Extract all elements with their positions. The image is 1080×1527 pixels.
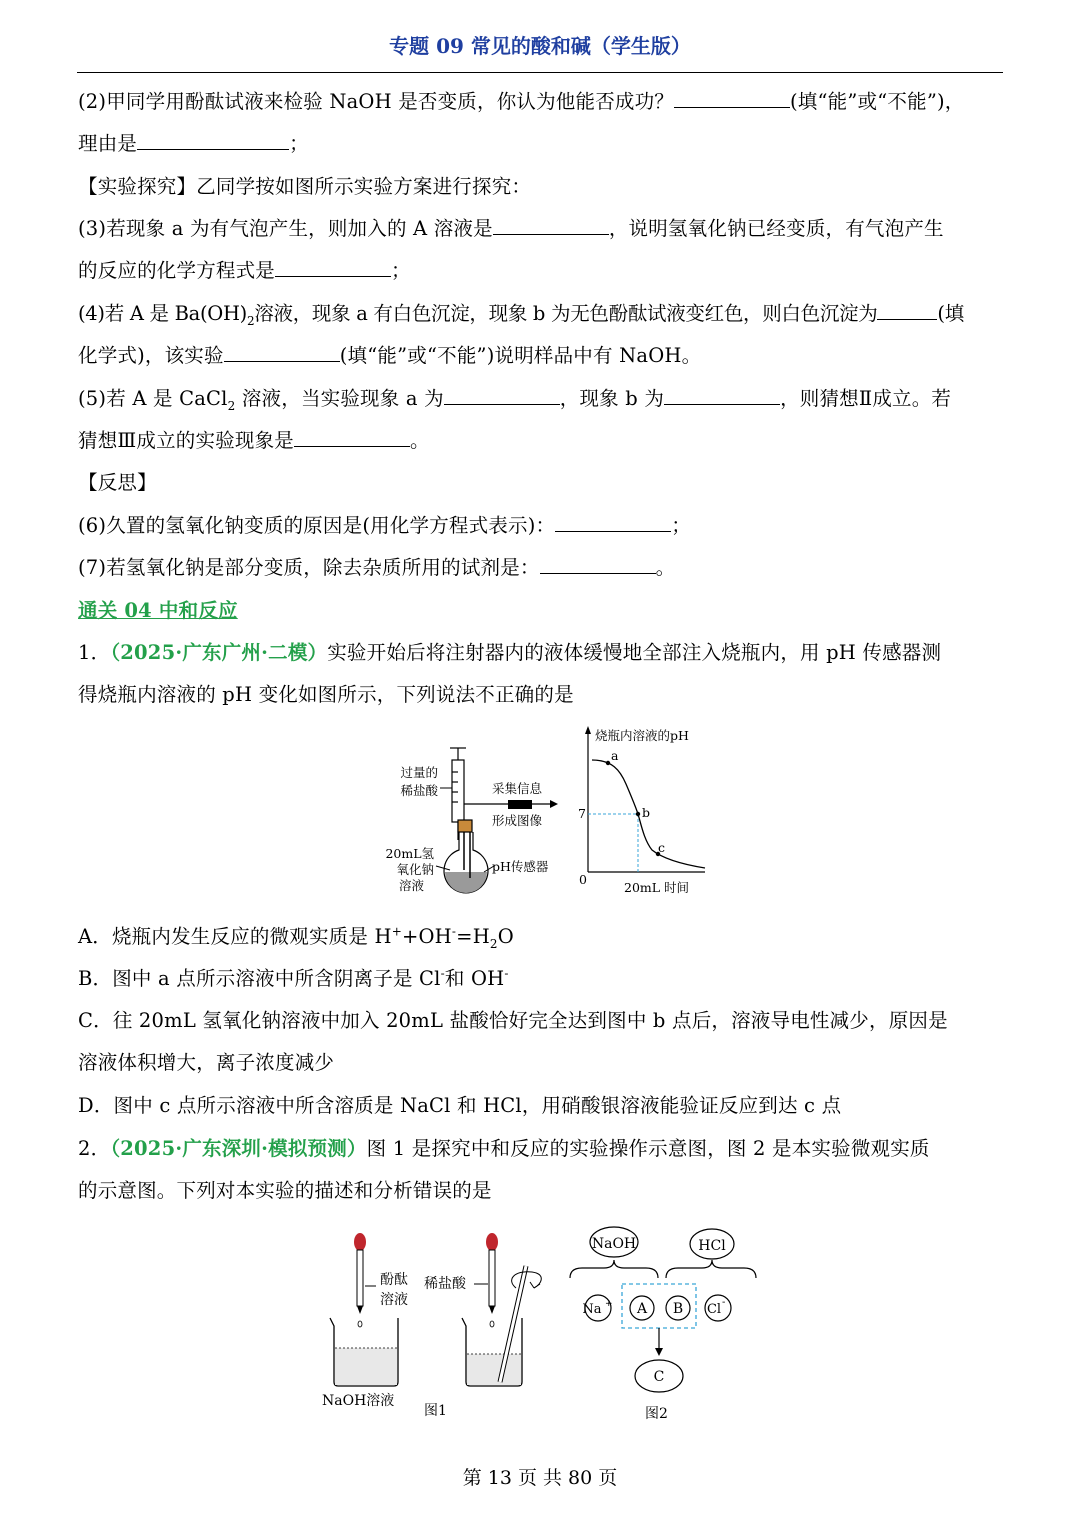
answer-blank[interactable] (674, 89, 790, 108)
cl-text: Cl (706, 1302, 722, 1317)
p1-source: （2025·广东广州·二模） (110, 641, 328, 664)
q3-text2: ，说明氢氧化钠已经变质，有气泡产生 (608, 217, 944, 240)
na-sup: + (605, 1299, 613, 1309)
label-a: a (611, 748, 619, 763)
acid-label-2: 稀盐酸 (400, 783, 438, 798)
p2-source: （2025·广东深圳·模拟预测） (110, 1137, 367, 1160)
b-text: B (672, 1301, 684, 1317)
q2-text: (2)甲同学用酚酞试液来检验 NaOH 是否变质，你认为他能否成功？ (78, 90, 674, 113)
p1-option-d: D．图中 c 点所示溶液中所含溶质是 NaCl 和 HCl，用硝酸银溶液能验证反应到达 c 点 (78, 1094, 842, 1117)
q4-line1 (78, 298, 964, 328)
q5-line1 (78, 383, 951, 413)
q3-line1 (78, 213, 944, 241)
q2-text2: (填“能”或“不能”)， (790, 90, 965, 113)
header-rule (77, 72, 1003, 73)
superscript: - (451, 924, 457, 939)
q7-text: (7)若氢氧化钠是部分变质，除去杂质所用的试剂是： (78, 556, 540, 579)
flask-icon (444, 820, 488, 893)
p1-line2: 得烧瓶内溶液的 pH 变化如图所示，下列说法不正确的是 (78, 683, 574, 706)
section-heading: 通关 04 中和反应 (78, 599, 238, 622)
collect-label: 采集信息 (492, 781, 543, 796)
hcl-text: HCl (698, 1238, 726, 1254)
arrow-down-icon (655, 1348, 663, 1356)
dropper-icon (354, 1233, 366, 1327)
p1-option-b (78, 963, 509, 991)
x-axis-label: 20mL 时间 (624, 880, 690, 895)
q5-mid1: 溶液，当实验现象 a 为 (235, 387, 444, 410)
form-label: 形成图像 (492, 813, 543, 828)
seven-label: 7 (578, 806, 586, 821)
naoh-label-3: 溶液 (398, 878, 424, 893)
q4-tail: (填 (937, 302, 964, 325)
y-axis-label: 烧瓶内溶液的pH (595, 728, 689, 743)
na-text: Na (582, 1302, 602, 1317)
superscript: - (504, 966, 509, 981)
phenol-label-2: 溶液 (380, 1292, 408, 1308)
q4-text: (4)若 A 是 Ba(OH) (78, 302, 247, 325)
p1-option-a (78, 921, 514, 951)
answer-blank[interactable] (275, 258, 391, 277)
opt-a-text: A．烧瓶内发生反应的微观实质是 H (78, 925, 392, 948)
answer-blank[interactable] (555, 513, 671, 532)
answer-blank[interactable] (664, 386, 780, 405)
q6-line: (6)久置的氢氧化钠变质的原因是(用化学方程式表示)： ； (78, 514, 691, 537)
p1-option-c1: C．往 20mL 氢氧化钠溶液中加入 20mL 盐酸恰好完全达到图中 b 点后，溶液导电性减少，原因是 (78, 1009, 948, 1032)
naoh-label-1: 20mL氢 (385, 846, 434, 861)
naoh-label-2: 氧化钠 (396, 862, 434, 877)
p2-line1 (78, 1133, 930, 1161)
c-text: C (653, 1369, 665, 1385)
a-text: A (636, 1301, 648, 1317)
acid-label-1: 过量的 (400, 765, 438, 780)
q4-line2 (78, 340, 701, 368)
q5-mid2: ，现象 b 为 (559, 387, 665, 410)
brace-left (570, 1260, 658, 1278)
subscript: 2 (489, 936, 498, 951)
opt-a-mid: +OH (401, 925, 452, 948)
q3-text: (3)若现象 a 为有气泡产生，则加入的 A 溶液是 (78, 217, 493, 240)
q4-text2: 溶液，现象 a 有白色沉淀，现象 b 为无色酚酞试液变红色，则白色沉淀为 (254, 302, 878, 325)
brace-right (666, 1260, 756, 1278)
answer-blank[interactable] (877, 301, 937, 320)
p1-text: 实验开始后将注射器内的液体缓慢地全部注入烧瓶内，用 pH 传感器测 (327, 641, 942, 664)
subscript: 2 (246, 313, 255, 328)
p1-option-c2: 溶液体积增大，离子浓度减少 (78, 1051, 335, 1074)
q5-line2: 猜想Ⅲ成立的实验现象是 。 (78, 429, 430, 452)
q6-text: (6)久置的氢氧化钠变质的原因是(用化学方程式表示)： (78, 514, 556, 537)
point-b (636, 812, 640, 816)
naoh-text: NaOH (591, 1236, 637, 1252)
p1-line1 (78, 637, 941, 665)
opt-b-mid: 和 OH (444, 967, 505, 990)
naoh-solution-label: NaOH溶液 (322, 1393, 395, 1409)
superscript: + (391, 924, 402, 939)
p1-number: 1． (78, 641, 111, 664)
q7-line: (7)若氢氧化钠是部分变质，除去杂质所用的试剂是： 。 (78, 556, 676, 579)
figure-neutralization (320, 1222, 770, 1427)
dropper-icon (486, 1233, 498, 1327)
answer-blank[interactable] (224, 343, 340, 362)
subscript: 2 (227, 398, 236, 413)
label-b: b (642, 805, 651, 820)
q5-text: (5)若 A 是 CaCl (78, 387, 228, 410)
figure-ph-experiment (380, 720, 720, 900)
section-reflect: 【反思】 (78, 471, 157, 494)
page-header: 专题 09 常见的酸和碱（学生版） (389, 34, 691, 58)
superscript: - (440, 966, 445, 981)
fig2-label: 图2 (645, 1406, 668, 1422)
phenol-label-1: 酚酞 (380, 1272, 408, 1288)
answer-blank[interactable] (294, 428, 410, 447)
ph-graph (585, 726, 705, 872)
q2-line1 (78, 86, 965, 114)
p2-text: 图 1 是探究中和反应的实验操作示意图，图 2 是本实验微观实质 (366, 1137, 930, 1160)
label-c: c (658, 840, 666, 855)
page-footer: 第 13 页 共 80 页 (462, 1467, 618, 1489)
opt-b-text: B．图中 a 点所示溶液中所含阴离子是 Cl (78, 967, 441, 990)
p2-line2: 的示意图。下列对本实验的描述和分析错误的是 (78, 1179, 492, 1202)
answer-blank[interactable] (540, 555, 656, 574)
acid-label: 稀盐酸 (424, 1276, 466, 1292)
q4-line2-text2: (填“能”或“不能”)说明样品中有 NaOH。 (339, 344, 702, 367)
opt-a-end: O (497, 925, 514, 948)
q2-line2: 理由是 ； (78, 132, 309, 155)
point-a (606, 761, 610, 765)
zero-label: 0 (579, 872, 587, 887)
opt-a-post: =H (456, 925, 490, 948)
q5-post: ，则猜想Ⅱ成立。若 (780, 387, 952, 410)
answer-blank[interactable] (493, 216, 609, 235)
cl-sup: - (722, 1297, 726, 1308)
q4-line2-text: 化学式)，该实验 (78, 344, 224, 367)
data-logger-icon (508, 800, 532, 809)
q3-eq: 的反应的化学方程式是 (78, 259, 276, 282)
section-explore: 【实验探究】乙同学按如图所示实验方案进行探究： (78, 175, 532, 198)
answer-blank[interactable] (444, 386, 560, 405)
q3-line2: 的反应的化学方程式是 ； (78, 259, 411, 282)
q2-reason: 理由是 (78, 132, 138, 155)
fig1-label: 图1 (424, 1403, 447, 1419)
q5-line2-text: 猜想Ⅲ成立的实验现象是 (78, 429, 295, 452)
p2-number: 2． (78, 1137, 111, 1160)
arrow-icon (550, 800, 558, 808)
answer-blank[interactable] (137, 131, 289, 150)
beaker-icon (330, 1318, 398, 1386)
sensor-label: pH传感器 (492, 859, 549, 874)
